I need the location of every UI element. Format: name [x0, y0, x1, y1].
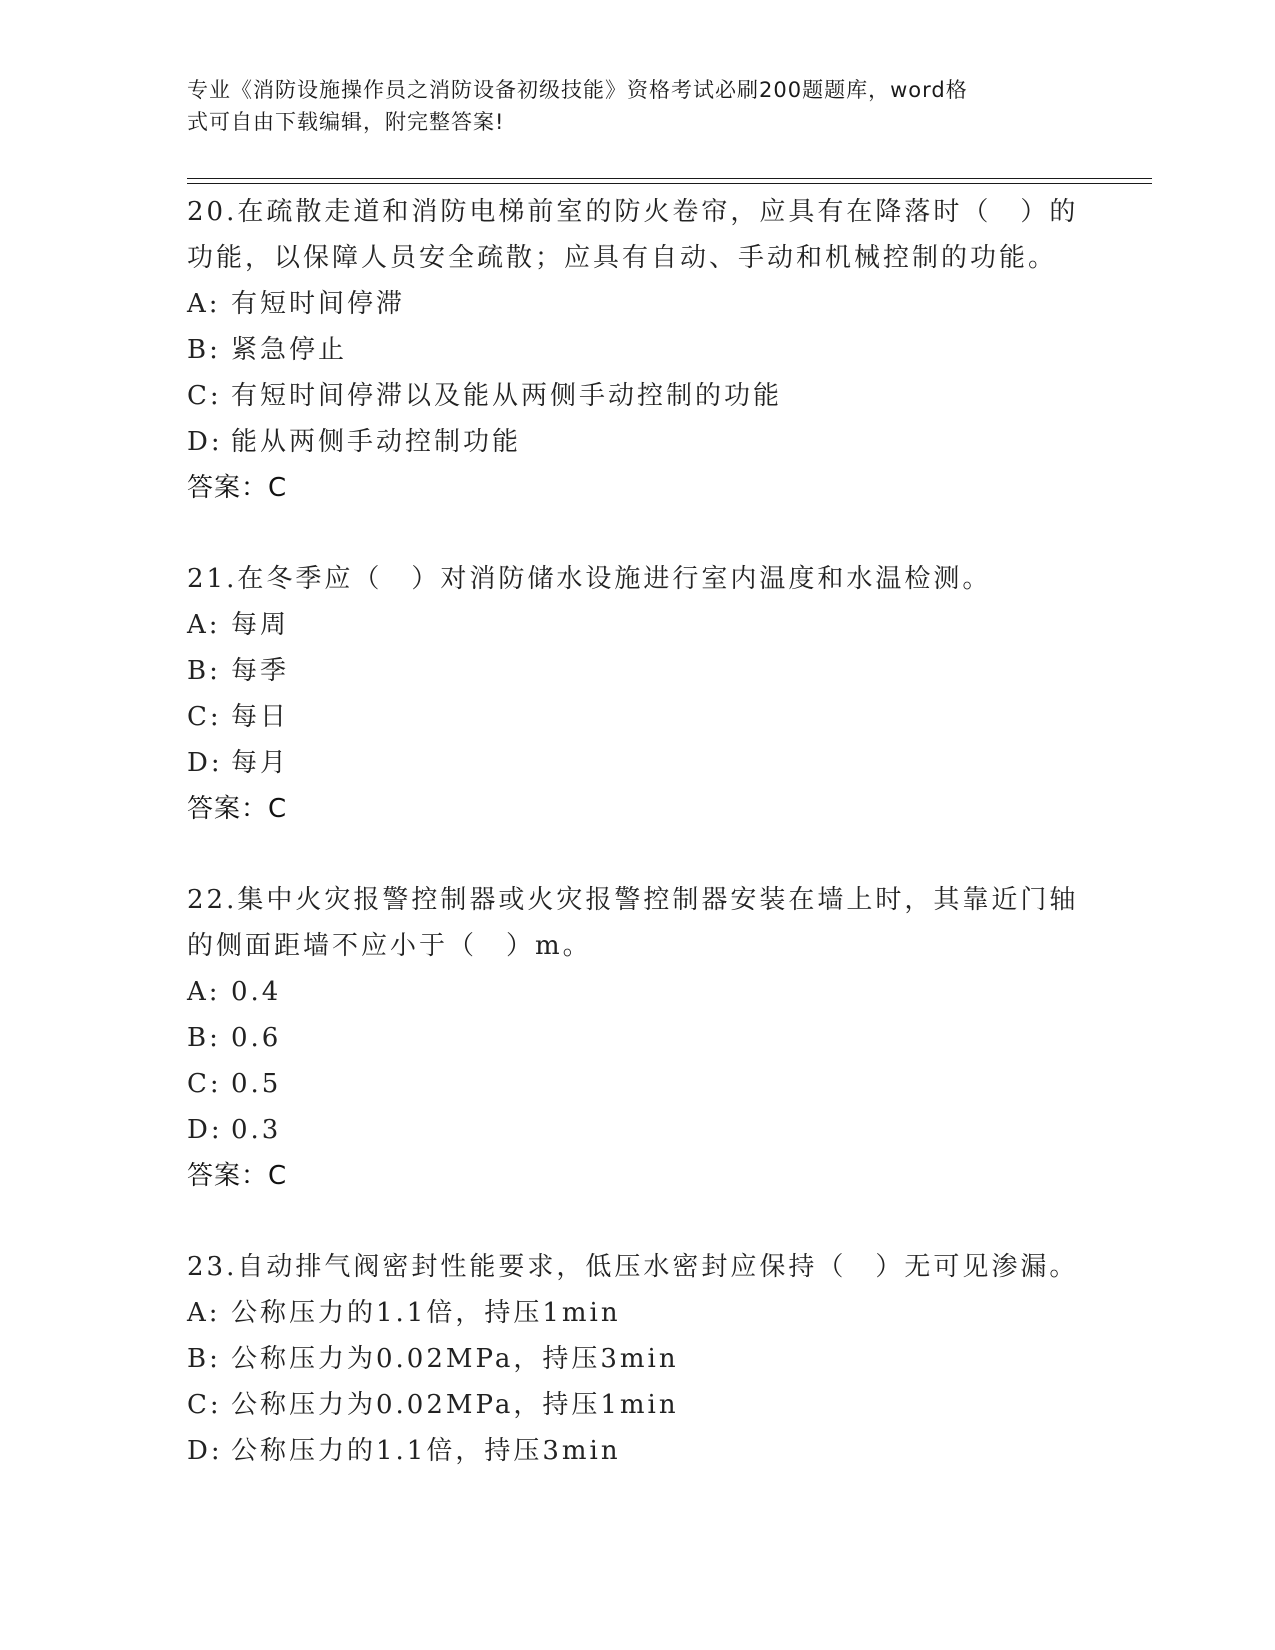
option-c	[187, 373, 1087, 419]
option-a	[187, 602, 1087, 648]
option-b	[187, 1015, 1087, 1061]
question-item	[187, 556, 1087, 832]
option-d	[187, 1107, 1087, 1153]
option-text: 0.5	[231, 1069, 282, 1099]
option-key: D:	[187, 427, 223, 457]
option-text: 能从两侧手动控制功能	[231, 427, 522, 457]
option-text: 公称压力的1.1倍，持压3min	[231, 1436, 621, 1466]
option-key: C:	[187, 381, 222, 411]
option-b	[187, 648, 1087, 694]
option-text: 公称压力的1.1倍，持压1min	[231, 1298, 621, 1328]
question-stem: 22.集中火灾报警控制器或火灾报警控制器安装在墙上时，其靠近门轴	[187, 885, 1079, 915]
option-key: C:	[187, 1390, 222, 1420]
question-stem: 功能，以保障人员安全疏散；应具有自动、手动和机械控制的功能。	[187, 243, 1058, 273]
header-title-line-1: 专业《消防设施操作员之消防设备初级技能》资格考试必刷200题题库，word格	[187, 78, 968, 102]
option-d	[187, 1428, 1087, 1474]
option-text: 有短时间停滞以及能从两侧手动控制的功能	[231, 381, 783, 411]
header-divider-top	[187, 178, 1152, 179]
header-divider-bottom	[187, 183, 1152, 184]
option-text: 每季	[231, 656, 290, 686]
option-key: D:	[187, 1115, 223, 1145]
option-key: A:	[187, 977, 221, 1007]
option-d	[187, 419, 1087, 465]
option-text: 每日	[231, 702, 290, 732]
document-header	[187, 74, 1067, 138]
option-a	[187, 1290, 1087, 1336]
question-item	[187, 877, 1087, 1199]
option-text: 0.3	[231, 1115, 282, 1145]
answer-label: 答案：C	[187, 1161, 288, 1191]
question-list	[187, 189, 1087, 1519]
option-c	[187, 1061, 1087, 1107]
answer-label: 答案：C	[187, 473, 288, 503]
option-key: D:	[187, 1436, 223, 1466]
option-text: 0.6	[231, 1023, 282, 1053]
question-stem: 23.自动排气阀密封性能要求，低压水密封应保持（ ）无可见渗漏。	[187, 1252, 1079, 1282]
option-text: 0.4	[231, 977, 282, 1007]
option-key: C:	[187, 702, 222, 732]
option-d	[187, 740, 1087, 786]
option-key: C:	[187, 1069, 222, 1099]
option-a	[187, 281, 1087, 327]
answer-label: 答案：C	[187, 794, 288, 824]
question-stem: 21.在冬季应（ ）对消防储水设施进行室内温度和水温检测。	[187, 564, 992, 594]
option-key: B:	[187, 1344, 221, 1374]
option-text: 公称压力为0.02MPa，持压1min	[231, 1390, 679, 1420]
option-c	[187, 1382, 1087, 1428]
option-key: A:	[187, 289, 221, 319]
option-key: A:	[187, 610, 221, 640]
option-key: B:	[187, 656, 221, 686]
option-key: D:	[187, 748, 223, 778]
question-stem: 20.在疏散走道和消防电梯前室的防火卷帘，应具有在降落时（ ）的	[187, 197, 1079, 227]
option-key: A:	[187, 1298, 221, 1328]
option-b	[187, 1336, 1087, 1382]
option-text: 每周	[231, 610, 290, 640]
header-title-line-2: 式可自由下载编辑，附完整答案!	[187, 110, 505, 134]
option-text: 有短时间停滞	[231, 289, 406, 319]
option-b	[187, 327, 1087, 373]
option-text: 紧急停止	[231, 335, 348, 365]
option-a	[187, 969, 1087, 1015]
question-item	[187, 1244, 1087, 1474]
question-item	[187, 189, 1087, 511]
option-text: 公称压力为0.02MPa，持压3min	[231, 1344, 679, 1374]
option-key: B:	[187, 1023, 221, 1053]
question-stem: 的侧面距墙不应小于（ ）m。	[187, 931, 592, 961]
option-key: B:	[187, 335, 221, 365]
option-text: 每月	[231, 748, 290, 778]
option-c	[187, 694, 1087, 740]
